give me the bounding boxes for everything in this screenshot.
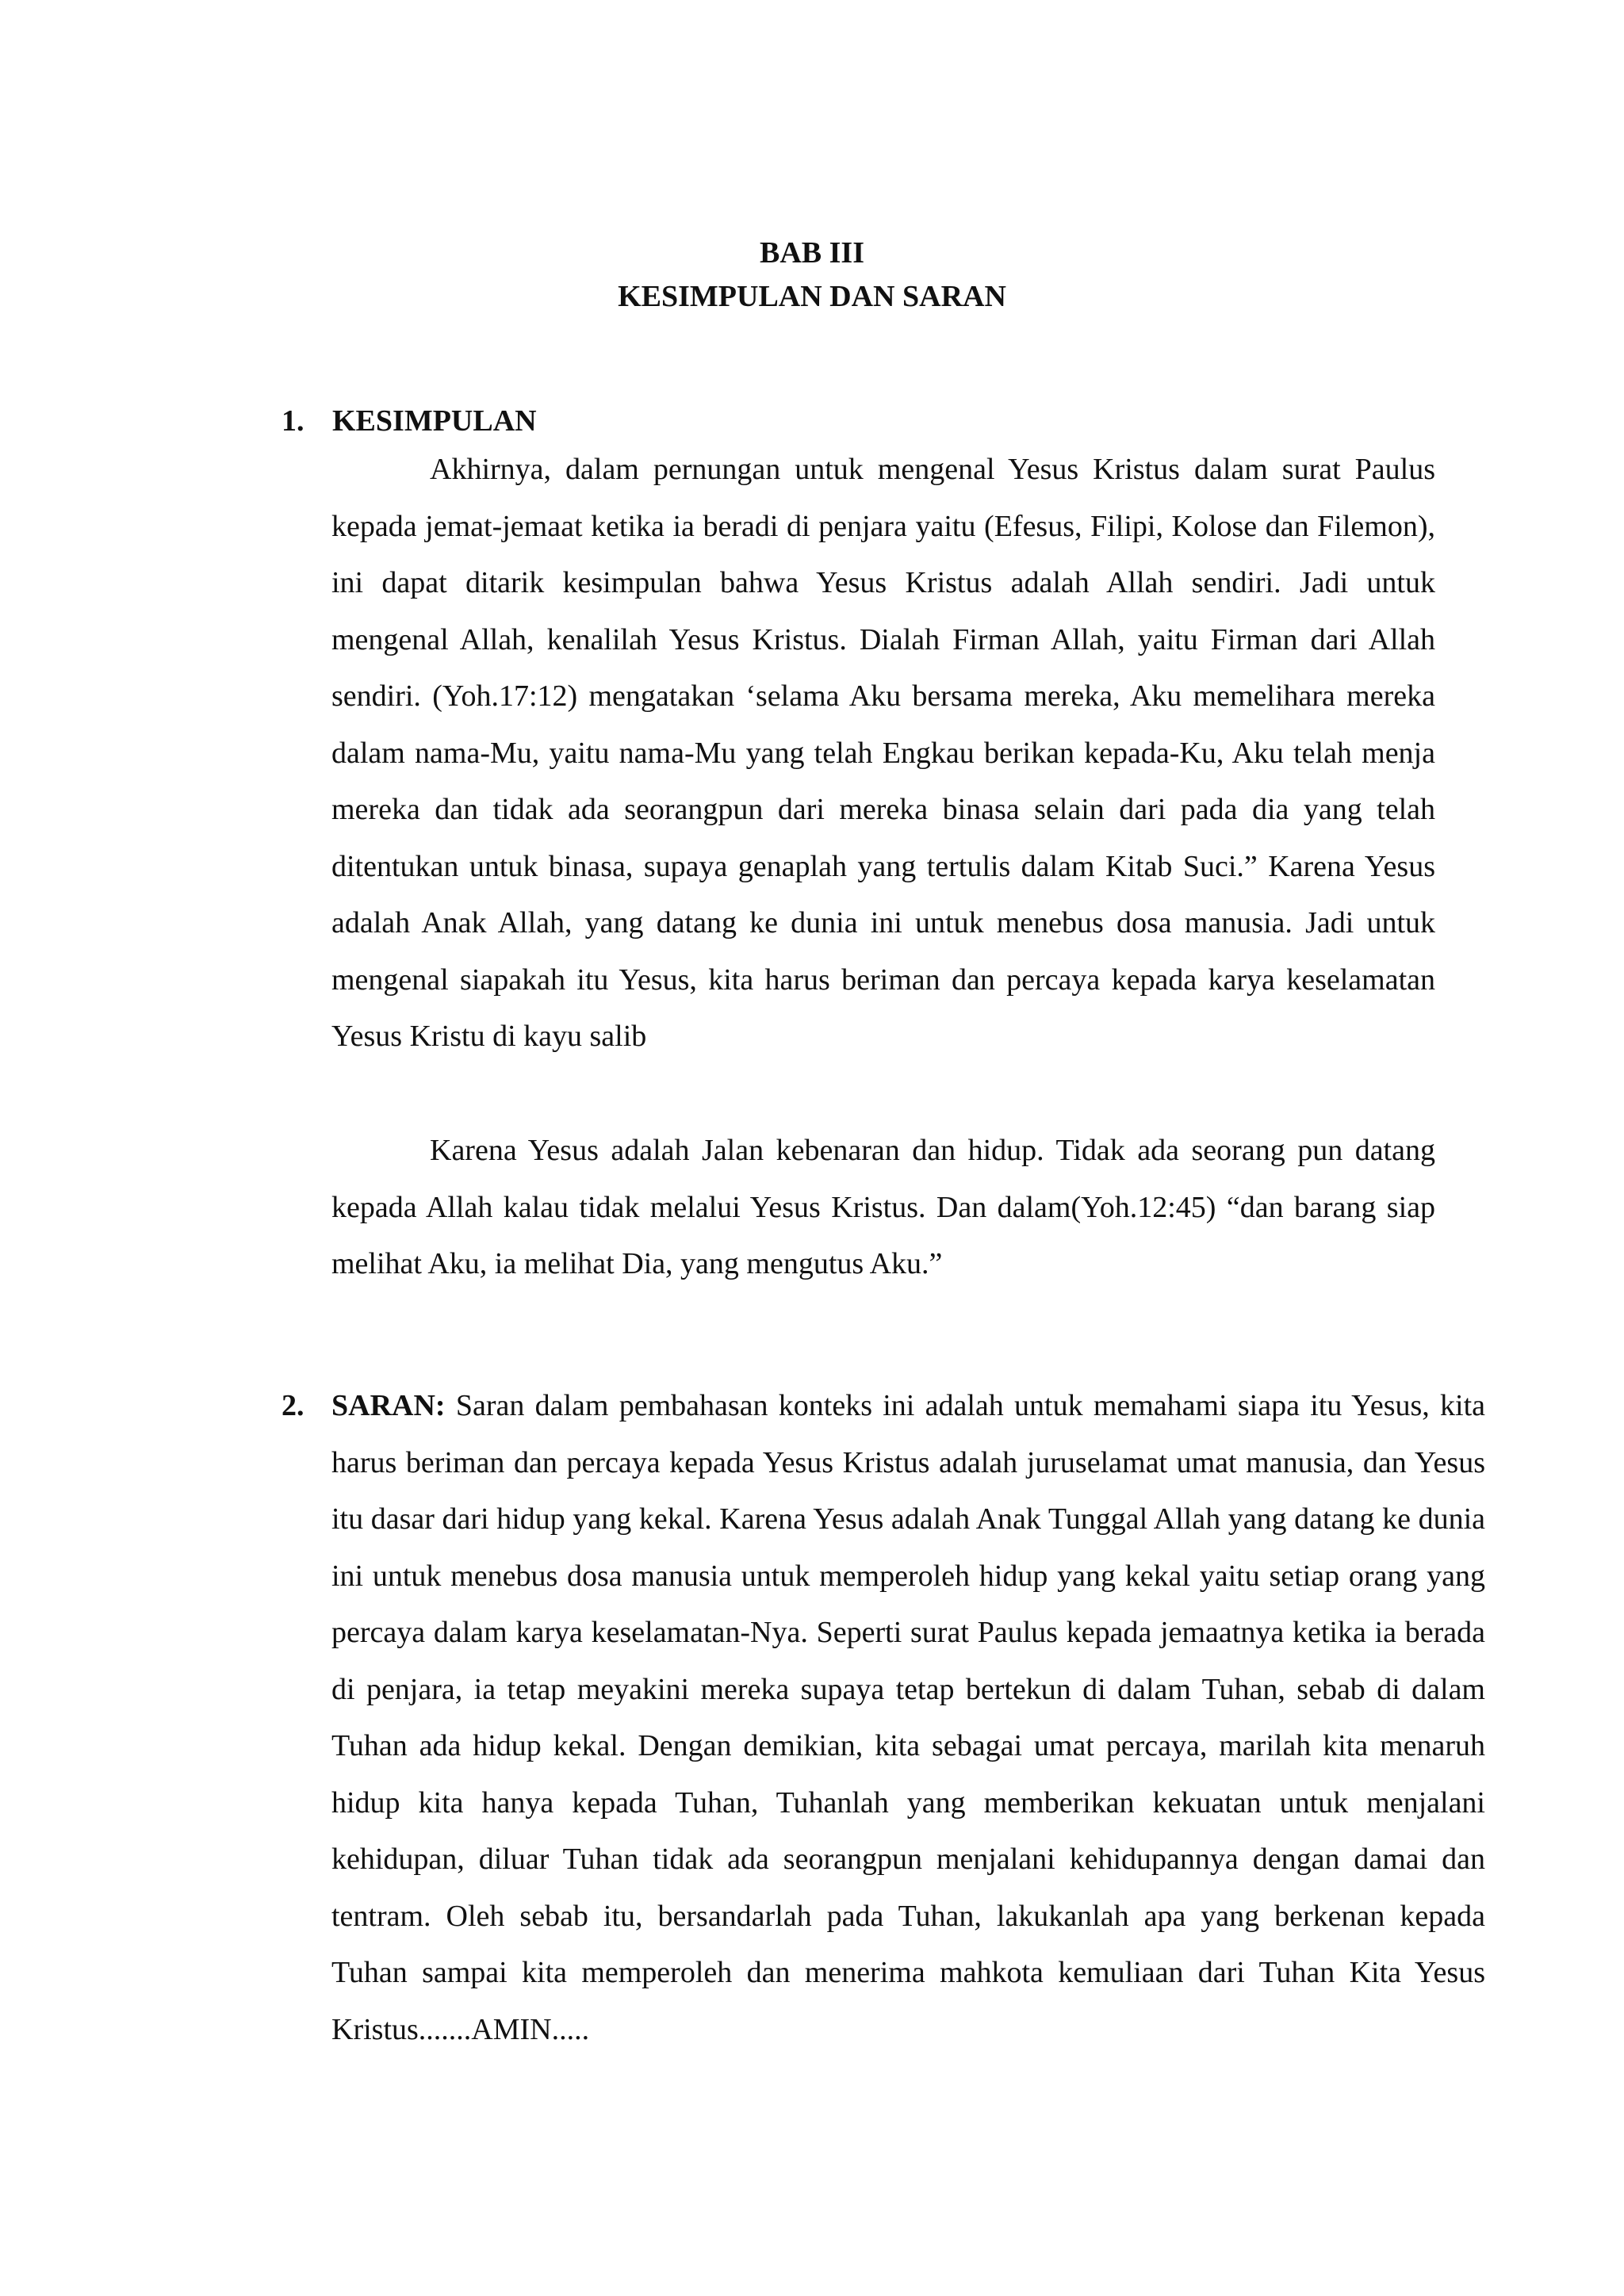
- section1-number: 1.: [282, 404, 304, 438]
- section2-text: Saran dalam pembahasan konteks ini adalah untuk memahami siapa itu Yesus, kita harus beriman dan percaya kepada Yesus Kristus adalah juruselamat umat manusia, dan Yesus itu dasar dari hidup yang kekal. Karena Yesus adalah Anak Tunggal Allah yang datang ke dunia ini untuk menebus dosa manusia untuk memperoleh hidup yang kekal yaitu setiap orang yang percaya dalam karya keselamatan-Nya. Seperti surat Paulus kepada jemaatnya ketika ia berada di penjara, ia tetap meyakini mereka supaya tetap bertekun di dalam Tuhan, sebab di dalam Tuhan ada hidup kekal. Dengan demikian, kita sebagai umat percaya, marilah kita menaruh hidup kita hanya kepada Tuhan, Tuhanlah yang memberikan kekuatan untuk menjalani kehidupan, diluar Tuhan tidak ada seorangpun menjalani kehidupannya dengan damai dan tentram. Oleh sebab itu, bersandarlah pada Tuhan, lakukanlah apa yang berkenan kepada Tuhan sampai kita memperoleh dan menerima mahkota kemuliaan dari Tuhan Kita Yesus Kristus.......AMIN.....: [331, 1389, 1486, 2046]
- chapter-title: KESIMPULAN DAN SARAN: [618, 280, 1006, 313]
- section2-title: SARAN:: [331, 1389, 446, 1422]
- chapter-number: BAB III: [760, 236, 864, 270]
- section1-paragraph2: Karena Yesus adalah Jalan kebenaran dan hidup. Tidak ada seorang pun datang kepada Allah kalau tidak melalui Yesus Kristus. Dan dalam(Yoh.12:45) “dan barang siap melihat Aku, ia melihat Dia, yang mengutus Aku.”: [331, 1134, 1435, 1280]
- section1-heading: [282, 406, 537, 436]
- section1-paragraph1: Akhirnya, dalam pernungan untuk mengenal Yesus Kristus dalam surat Paulus kepada jemat-jemaat ketika ia beradi di penjara yaitu (Efesus, Filipi, Kolose dan Filemon), ini dapat ditarik kesimpulan bahwa Yesus Kristus adalah Allah sendiri. Jadi untuk mengenal Allah, kenalilah Yesus Kristus. Dialah Firman Allah, yaitu Firman dari Allah sendiri. (Yoh.17:12) mengatakan ‘selama Aku bersama mereka, Aku memelihara mereka dalam nama-Mu, yaitu nama-Mu yang telah Engkau berikan kepada-Ku, Aku telah menja mereka dan tidak ada seorangpun dari mereka binasa selain dari pada dia yang telah ditentukan untuk binasa, supaya genaplah yang tertulis dalam Kitab Suci.” Karena Yesus adalah Anak Allah, yang datang ke dunia ini untuk menebus dosa manusia. Jadi untuk mengenal siapakah itu Yesus, kita harus beriman dan percaya kepada karya keselamatan Yesus Kristu di kayu salib: [331, 453, 1435, 1053]
- section1-title: KESIMPULAN: [332, 404, 537, 438]
- section2-number: 2.: [282, 1389, 304, 1422]
- section2-body: [282, 1378, 1485, 2058]
